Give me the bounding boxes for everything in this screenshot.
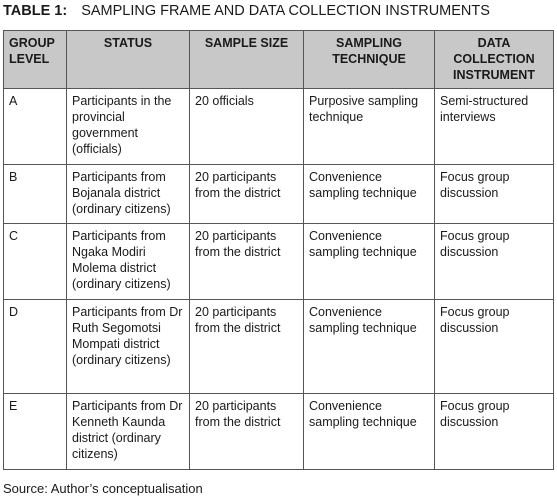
cell-status: Participants from Ngaka Modiri Molema district (ordinary citizens)	[67, 224, 190, 300]
cell-instrument: Focus group discussion	[435, 394, 554, 470]
table-row	[4, 224, 554, 300]
cell-instrument: Semi-structured interviews	[435, 89, 554, 165]
cell-technique: Convenience sampling technique	[304, 394, 435, 470]
cell-status: Participants from Dr Ruth Segomotsi Mompati district (ordinary citizens)	[67, 300, 190, 394]
header-sampling-technique: SAMPLING TECHNIQUE	[304, 31, 435, 89]
cell-status: Participants from Dr Kenneth Kaunda district (ordinary citizens)	[67, 394, 190, 470]
cell-group: D	[4, 300, 67, 394]
cell-technique: Convenience sampling technique	[304, 300, 435, 394]
cell-technique: Convenience sampling technique	[304, 224, 435, 300]
header-status: STATUS	[67, 31, 190, 89]
table-row	[4, 300, 554, 394]
cell-instrument: Focus group discussion	[435, 300, 554, 394]
table-row	[4, 89, 554, 165]
cell-instrument: Focus group discussion	[435, 165, 554, 224]
cell-group: B	[4, 165, 67, 224]
cell-technique: Purposive sampling technique	[304, 89, 435, 165]
cell-sample-size: 20 participants from the district	[190, 394, 304, 470]
cell-group: C	[4, 224, 67, 300]
table-row	[4, 165, 554, 224]
cell-sample-size: 20 participants from the district	[190, 224, 304, 300]
source-note: Source: Author’s conceptualisation	[3, 481, 203, 496]
table-header	[4, 31, 554, 89]
cell-sample-size: 20 participants from the district	[190, 300, 304, 394]
table-caption	[3, 3, 490, 19]
header-data-collection-instrument: DATA COLLECTION INSTRUMENT	[435, 31, 554, 89]
table-caption-title: SAMPLING FRAME AND DATA COLLECTION INSTRUMENTS	[81, 3, 490, 19]
header-group-level: GROUP LEVEL	[4, 31, 67, 89]
table-row	[4, 394, 554, 470]
header-sample-size: SAMPLE SIZE	[190, 31, 304, 89]
table-body	[4, 89, 554, 470]
cell-status: Participants in the provincial government (officials)	[67, 89, 190, 165]
cell-group: E	[4, 394, 67, 470]
table-caption-label: TABLE 1:	[3, 3, 68, 19]
cell-group: A	[4, 89, 67, 165]
cell-status: Participants from Bojanala district (ordinary citizens)	[67, 165, 190, 224]
cell-instrument: Focus group discussion	[435, 224, 554, 300]
sampling-frame-table	[3, 30, 554, 470]
cell-sample-size: 20 participants from the district	[190, 165, 304, 224]
table-header-row	[4, 31, 554, 89]
cell-technique: Convenience sampling technique	[304, 165, 435, 224]
cell-sample-size: 20 officials	[190, 89, 304, 165]
